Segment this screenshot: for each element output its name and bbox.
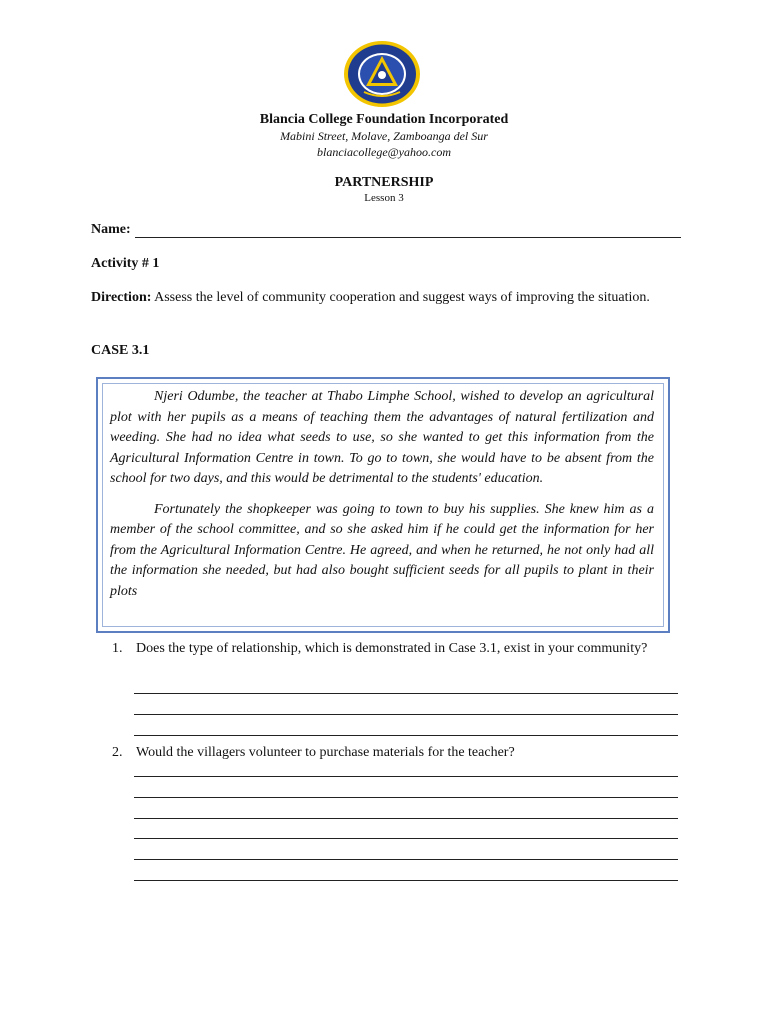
institution-name: Blancia College Foundation Incorporated	[259, 112, 509, 127]
answer-line[interactable]	[134, 859, 678, 860]
question-2	[112, 743, 682, 762]
name-field-row	[91, 222, 681, 238]
name-answer-line[interactable]	[135, 223, 681, 238]
answer-line[interactable]	[134, 693, 678, 694]
direction-label: Direction:	[91, 290, 152, 305]
answer-line[interactable]	[134, 797, 678, 798]
question-number: 2.	[112, 745, 123, 760]
document-subtitle: Lesson 3	[364, 192, 404, 204]
case-study-box	[96, 377, 670, 633]
answer-line[interactable]	[134, 818, 678, 819]
question-number: 1.	[112, 641, 123, 656]
answer-line[interactable]	[134, 735, 678, 736]
question-text: Does the type of relationship, which is demonstrated in Case 3.1, exist in your community?	[136, 641, 648, 656]
case-paragraph-1: Njeri Odumbe, the teacher at Thabo Limphe School, wished to develop an agricultural plot with her pupils as a means of teaching them the advantages of natural fertilization and weeding. She had no idea what seeds to use, so she wanted to get this information from the Agricultural Information Centre in town. To go to town, she would have to be absent from the school for two days, and this would be detrimental to the students' education.	[110, 389, 654, 486]
question-1	[112, 639, 682, 658]
answer-line[interactable]	[134, 880, 678, 881]
answer-line[interactable]	[134, 776, 678, 777]
document-title: PARTNERSHIP	[334, 175, 434, 190]
activity-heading: Activity # 1	[91, 256, 160, 271]
case-heading: CASE 3.1	[91, 343, 150, 358]
institution-address: Mabini Street, Molave, Zamboanga del Sur	[280, 129, 488, 143]
case-study-text	[110, 387, 654, 602]
direction-text: Assess the level of community cooperation and suggest ways of improving the situation.	[151, 290, 650, 305]
name-label: Name:	[91, 222, 131, 237]
direction-paragraph	[91, 288, 651, 307]
institution-email: blanciacollege@yahoo.com	[317, 145, 451, 159]
answer-line[interactable]	[134, 838, 678, 839]
question-text: Would the villagers volunteer to purchase materials for the teacher?	[136, 745, 515, 760]
college-seal-logo	[342, 40, 422, 108]
answer-line[interactable]	[134, 714, 678, 715]
case-paragraph-2: Fortunately the shopkeeper was going to town to buy his supplies. She knew him as a member of the school committee, and so she asked him if he could get the information for her from the Agricultural Information Centre. He agreed, and when he returned, he not only had all the information she needed, but had also bought sufficient seeds for all pupils to plant in their plots	[110, 501, 654, 599]
